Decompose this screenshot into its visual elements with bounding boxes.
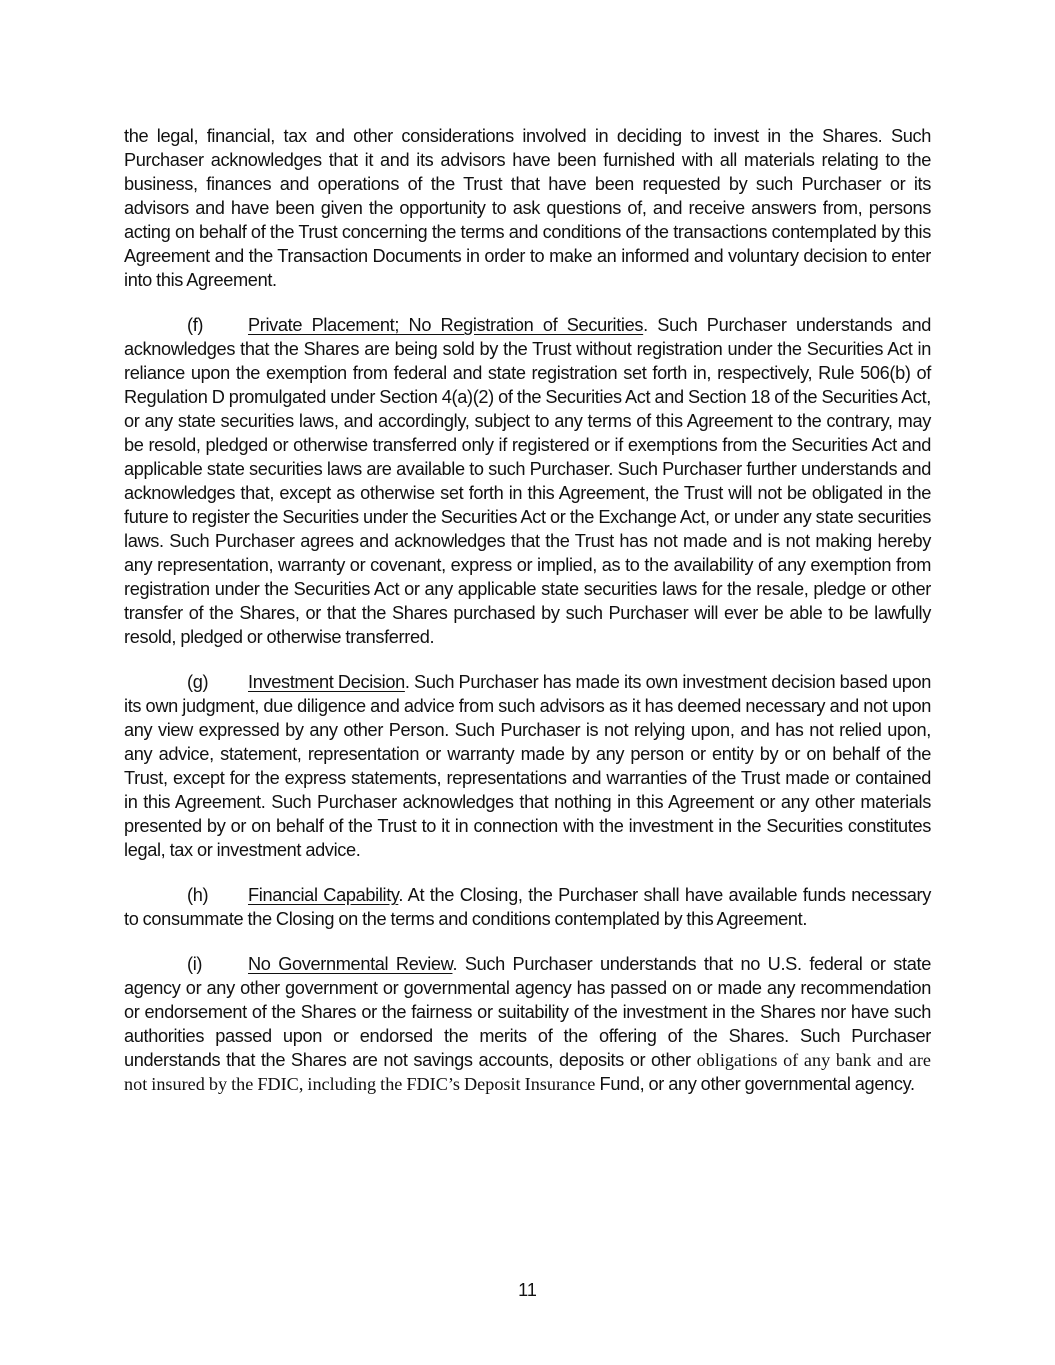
section-label: (f) xyxy=(187,315,204,335)
section-body: . Such Purchaser understands that no U.S. federal or state agency or any other government or governmental agency has passed on or made any recommendation or endorsement of the Shares or the fairness or suitability of the investment in the Shares nor have such authorities passed upon or endorsed the merits of the offering of the Shares. Such Purchaser understands that the Shares are not savings accounts, deposits or other xyxy=(124,954,931,1070)
section-heading: Financial Capability xyxy=(248,885,399,905)
section-heading: Investment Decision xyxy=(248,672,405,692)
section-body-tail: Fund, or any other governmental agency. xyxy=(595,1074,915,1094)
section-body-serif: obligations of any bank and are not insured by the FDIC, including the FDIC’s Deposit Insurance xyxy=(124,1050,931,1094)
continuation-paragraph: the legal, financial, tax and other considerations involved in deciding to invest in the Shares. Such Purchaser acknowledges that it and its advisors have been furnished with all materials relating to the business, finances and operations of the Trust that have been requested by such Purchaser or its advisors and have been given the opportunity to ask questions of, and receive answers from, persons acting on behalf of the Trust concerning the terms and conditions of the transactions contemplated by this Agreement and the Transaction Documents in order to make an informed and voluntary decision to enter into this Agreement. xyxy=(124,126,931,290)
document-page xyxy=(124,124,931,1096)
section-heading: No Governmental Review xyxy=(248,954,453,974)
section-h xyxy=(124,883,931,931)
section-label: (i) xyxy=(187,954,203,974)
section-i xyxy=(124,952,931,1096)
section-heading: Private Placement; No Registration of Securities xyxy=(248,315,644,335)
section-g xyxy=(124,670,931,862)
section-label: (g) xyxy=(187,672,209,692)
section-body: . Such Purchaser has made its own investment decision based upon its own judgment, due diligence and advice from such advisors as it has deemed necessary and not upon any view expressed by any other Person. Such Purchaser is not relying upon, and has not relied upon, any advice, statement, representation or warranty made by any person or entity by or on behalf of the Trust, except for the express statements, representations and warranties of the Trust made or contained in this Agreement. Such Purchaser acknowledges that nothing in this Agreement or any other materials presented by or on behalf of the Trust to it in connection with the investment in the Securities constitutes legal, tax or investment advice. xyxy=(124,672,932,860)
section-body: . Such Purchaser understands and acknowledges that the Shares are being sold by the Trust without registration under the Securities Act in reliance upon the exemption from federal and state registration set forth in, respectively, Rule 506(b) of Regulation D promulgated under Section 4(a)(2) of the Securities Act and Section 18 of the Securities Act, or any state securities laws, and accordingly, subject to any terms of this Agreement to the contrary, may be resold, pledged or otherwise transferred only if registered or if exemptions from the Securities Act and applicable state securities laws are available to such Purchaser. Such Purchaser further understands and acknowledges that, except as otherwise set forth in this Agreement, the Trust will not be obligated in the future to register the Securities under the Securities Act or the Exchange Act, or under any state securities laws. Such Purchaser agrees and acknowledges that the Trust has not made and is not making hereby any representation, warranty or covenant, express or implied, as to the availability of any exemption from registration under the Securities Act or any applicable state securities laws for the resale, pledge or other transfer of the Shares, or that the Shares purchased by such Purchaser will ever be able to be lawfully resold, pledged or otherwise transferred. xyxy=(124,315,932,647)
section-label: (h) xyxy=(187,885,209,905)
section-f xyxy=(124,313,931,649)
section-body: . At the Closing, the Purchaser shall have available funds necessary to consummate the Closing on the terms and conditions contemplated by this Agreement. xyxy=(124,885,931,929)
page-number: 11 xyxy=(518,1280,537,1300)
